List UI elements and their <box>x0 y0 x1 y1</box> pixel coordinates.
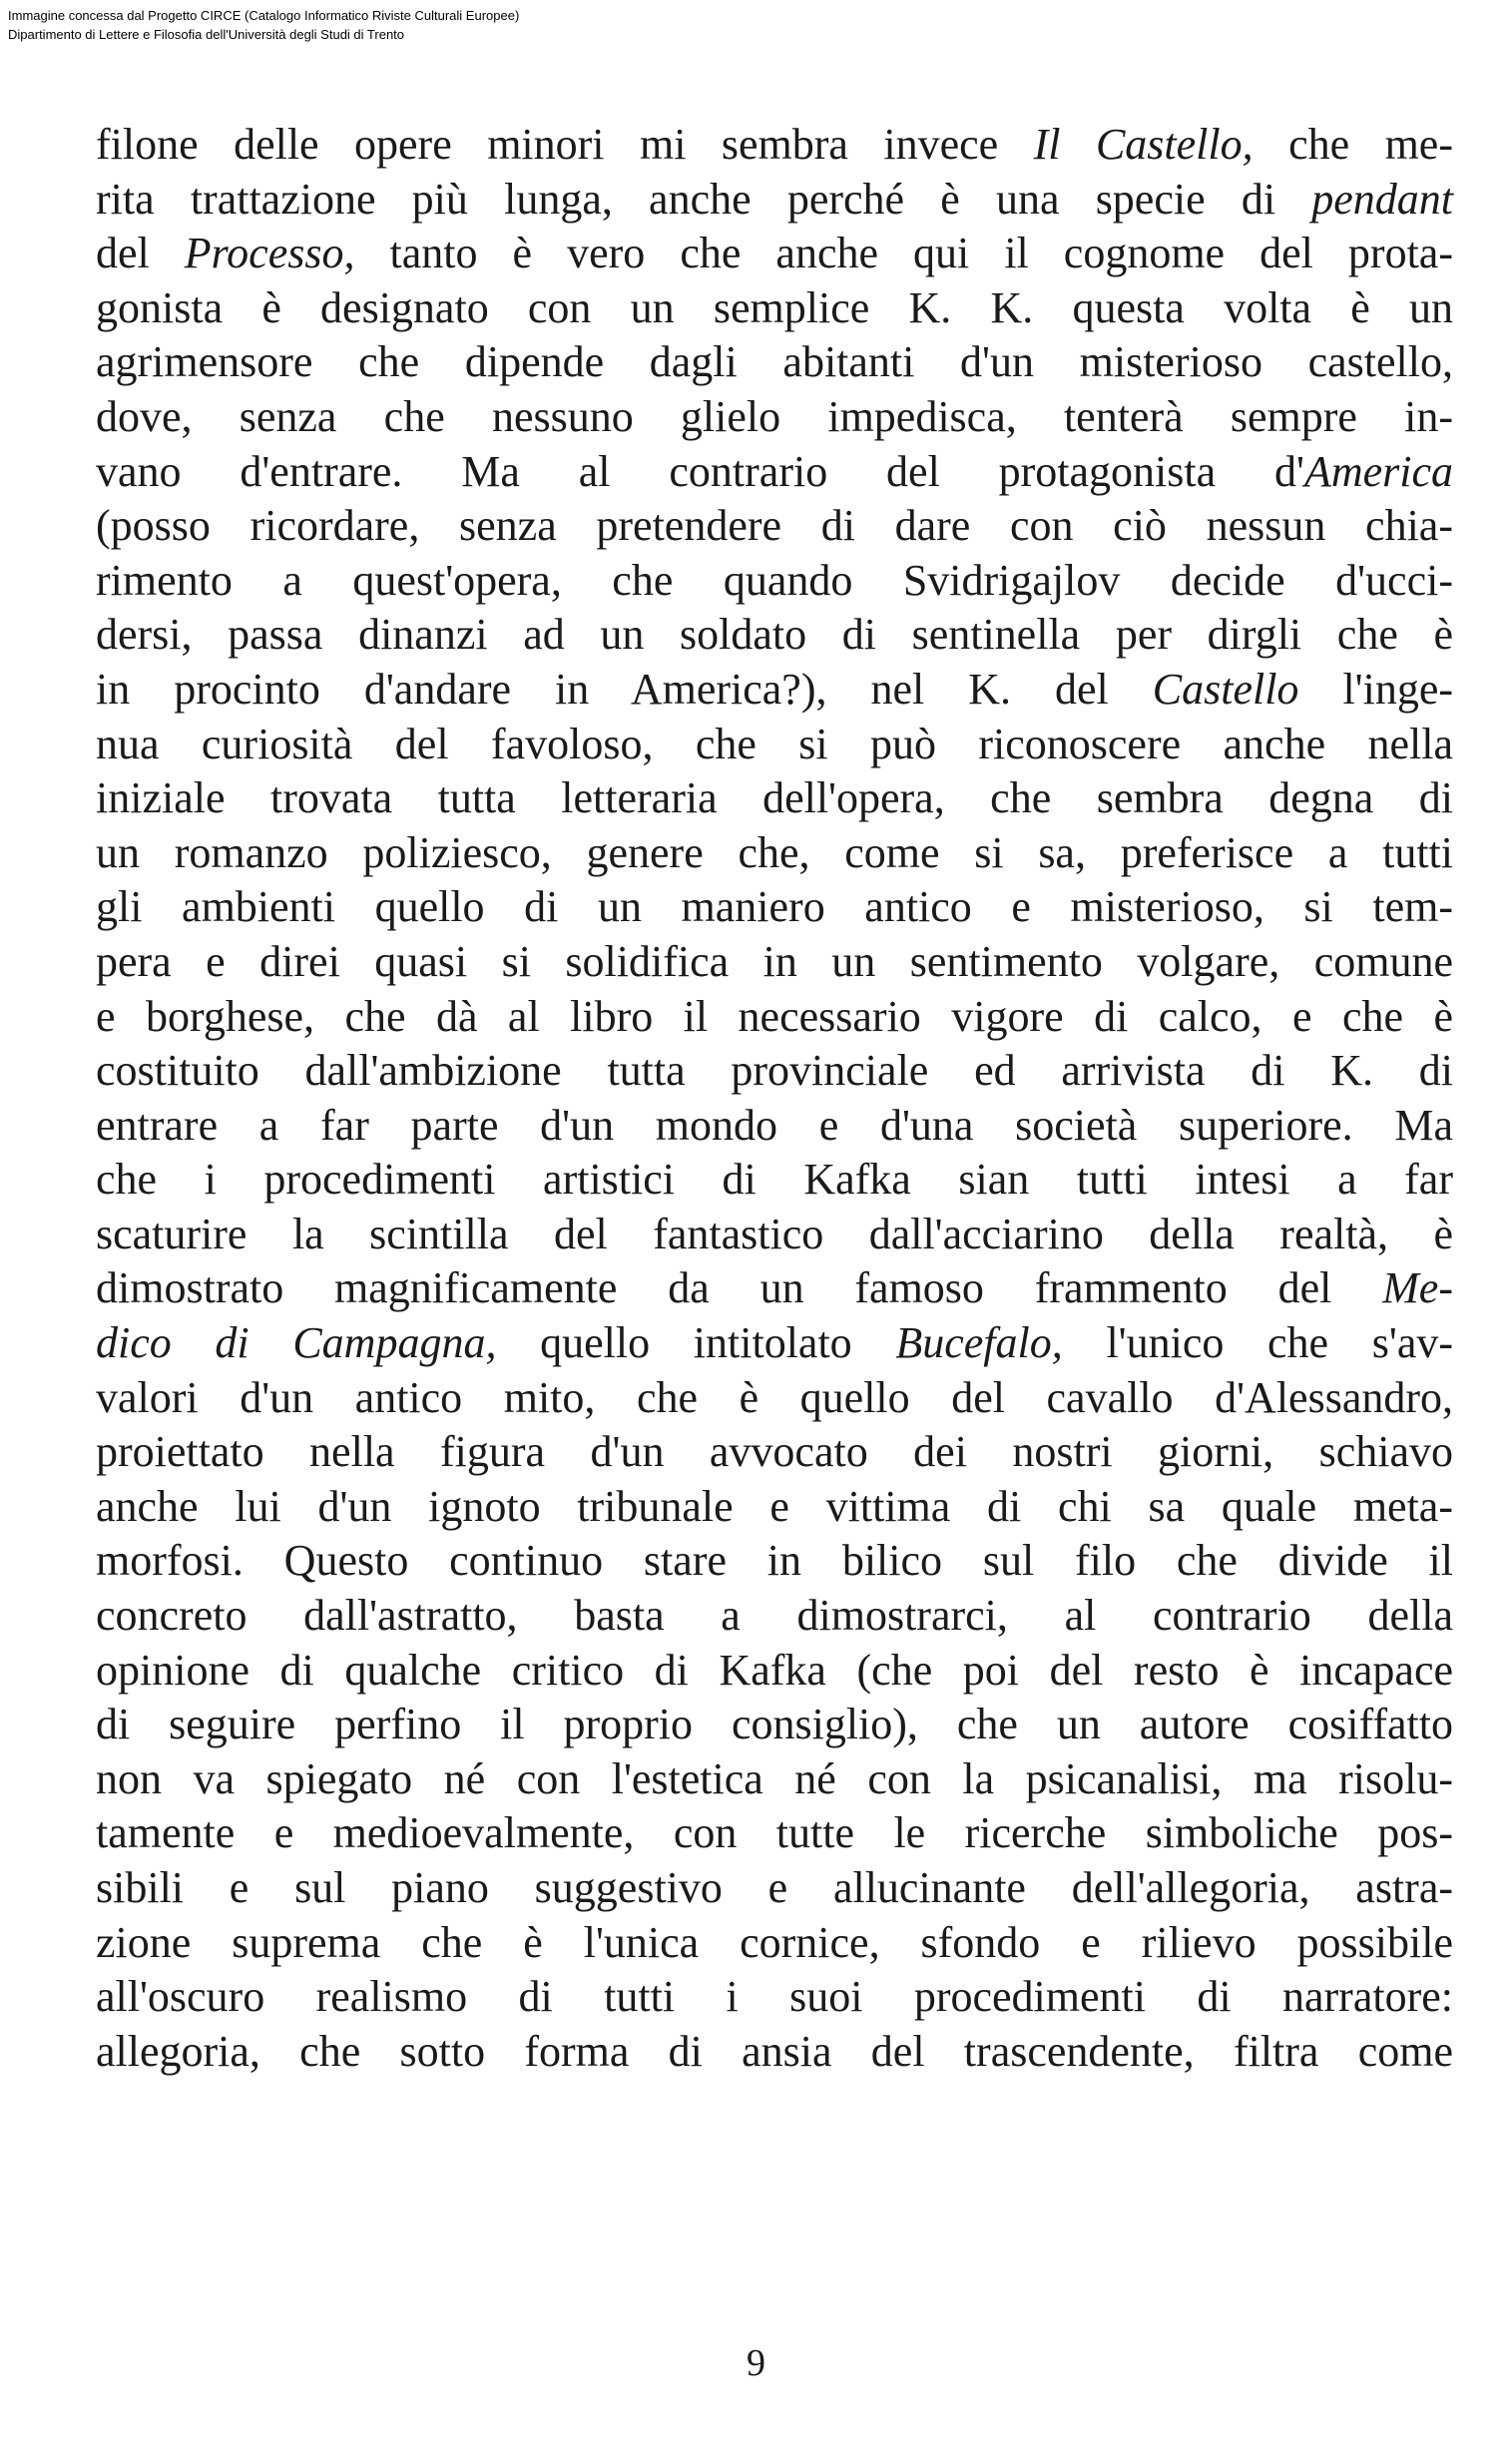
text-line-15: gli ambienti quello di un maniero antico e misterioso, si tem- <box>96 882 1453 932</box>
italic-title: Il Castello, <box>1033 120 1254 169</box>
text-line-33: sibili e sul piano suggestivo e allucinante dell'allegoria, astra- <box>96 1863 1453 1912</box>
text-line-17: e borghese, che dà al libro il necessario vigore di calco, e che è <box>96 991 1453 1041</box>
page-number: 9 <box>747 2342 765 2384</box>
text-line-13: iniziale trovata tutta letteraria dell'opera, che sembra degna di <box>96 773 1453 823</box>
text-line-29: opinione di qualche critico di Kafka (che poi del resto è incapace <box>96 1645 1453 1695</box>
text-line-26: anche lui d'un ignoto tribunale e vittima di chi sa quale meta- <box>96 1481 1453 1531</box>
text-line-21: scaturire la scintilla del fantastico dall'acciarino della realtà, è <box>96 1209 1453 1258</box>
text-line-5: agrimensore che dipende dagli abitanti d'un misterioso castello, <box>96 337 1453 387</box>
text-line-22: dimostrato magnificamente da un famoso frammento del Me- <box>96 1263 1453 1313</box>
text-line-31: non va spiegato né con l'estetica né con la psicanalisi, ma risolu- <box>96 1753 1453 1803</box>
text-line-6: dove, senza che nessuno glielo impedisca, tenterà sempre in- <box>96 391 1453 441</box>
italic-title: Me- <box>1382 1263 1453 1313</box>
text-line-7: vano d'entrare. Ma al contrario del protagonista d'America <box>96 446 1453 496</box>
italic-title: Bucefalo, <box>895 1318 1063 1368</box>
text-line-27: morfosi. Questo continuo stare in bilico sul filo che divide il <box>96 1536 1453 1586</box>
text-line-16: pera e direi quasi si solidifica in un sentimento volgare, comune <box>96 936 1453 986</box>
text-line-12: nua curiosità del favoloso, che si può riconoscere anche nella <box>96 719 1453 768</box>
image-credit <box>8 6 519 44</box>
text-line-35: all'oscuro realismo di tutti i suoi procedimenti di narratore: <box>96 1972 1453 2022</box>
text-line-23: dico di Campagna, quello intitolato Bucefalo, l'unico che s'av- <box>96 1318 1454 1368</box>
text-line-28: concreto dall'astratto, basta a dimostrarci, al contrario della <box>96 1591 1453 1641</box>
text-line-10: dersi, passa dinanzi ad un soldato di sentinella per dirgli che è <box>96 610 1453 660</box>
text-line-19: entrare a far parte d'un mondo e d'una società superiore. Ma <box>96 1100 1453 1150</box>
italic-title: dico di Campagna, <box>96 1318 497 1368</box>
text-line-9: rimento a quest'opera, che quando Svidrigajlov decide d'ucci- <box>96 555 1453 605</box>
text-line-24: valori d'un antico mito, che è quello del cavallo d'Alessandro, <box>96 1372 1453 1422</box>
text-line-14: un romanzo poliziesco, genere che, come si sa, preferisce a tutti <box>96 827 1453 877</box>
credit-line-2: Dipartimento di Lettere e Filosofia dell'Università degli Studi di Trento <box>8 27 405 42</box>
italic-title: Castello <box>1152 664 1299 714</box>
text-line-32: tamente e medioevalmente, con tutte le ricerche simboliche pos- <box>96 1808 1453 1858</box>
text-line-36: allegoria, che sotto forma di ansia del trascendente, filtra come <box>96 2026 1453 2076</box>
text-line-34: zione suprema che è l'unica cornice, sfondo e rilievo possibile <box>96 1917 1453 1967</box>
text-line-2: rita trattazione più lunga, anche perché è una specie di pendant <box>96 174 1453 224</box>
text-line-30: di seguire perfino il proprio consiglio), che un autore cosiffatto <box>96 1700 1453 1749</box>
text-line-4: gonista è designato con un semplice K. K. questa volta è un <box>96 282 1453 332</box>
credit-line-1: Immagine concessa dal Progetto CIRCE (Catalogo Informatico Riviste Culturali Europee) <box>8 8 520 23</box>
italic-title: America <box>1303 446 1453 496</box>
italic-term: pendant <box>1311 174 1453 224</box>
text-line-11: in procinto d'andare in America?), nel K. del Castello l'inge- <box>96 664 1453 714</box>
body-text <box>96 118 1453 2079</box>
text-line-18: costituito dall'ambizione tutta provinciale ed arrivista di K. di <box>96 1046 1453 1096</box>
text-line-3: del Processo, tanto è vero che anche qui il cognome del prota- <box>96 229 1453 278</box>
italic-title: Processo, <box>184 229 355 278</box>
text-line-25: proiettato nella figura d'un avvocato dei nostri giorni, schiavo <box>96 1427 1453 1477</box>
text-line-1: filone delle opere minori mi sembra invece Il Castello, che me- <box>96 120 1453 169</box>
text-line-20: che i procedimenti artistici di Kafka sian tutti intesi a far <box>96 1155 1453 1205</box>
text-line-8: (posso ricordare, senza pretendere di dare con ciò nessun chia- <box>96 501 1453 551</box>
